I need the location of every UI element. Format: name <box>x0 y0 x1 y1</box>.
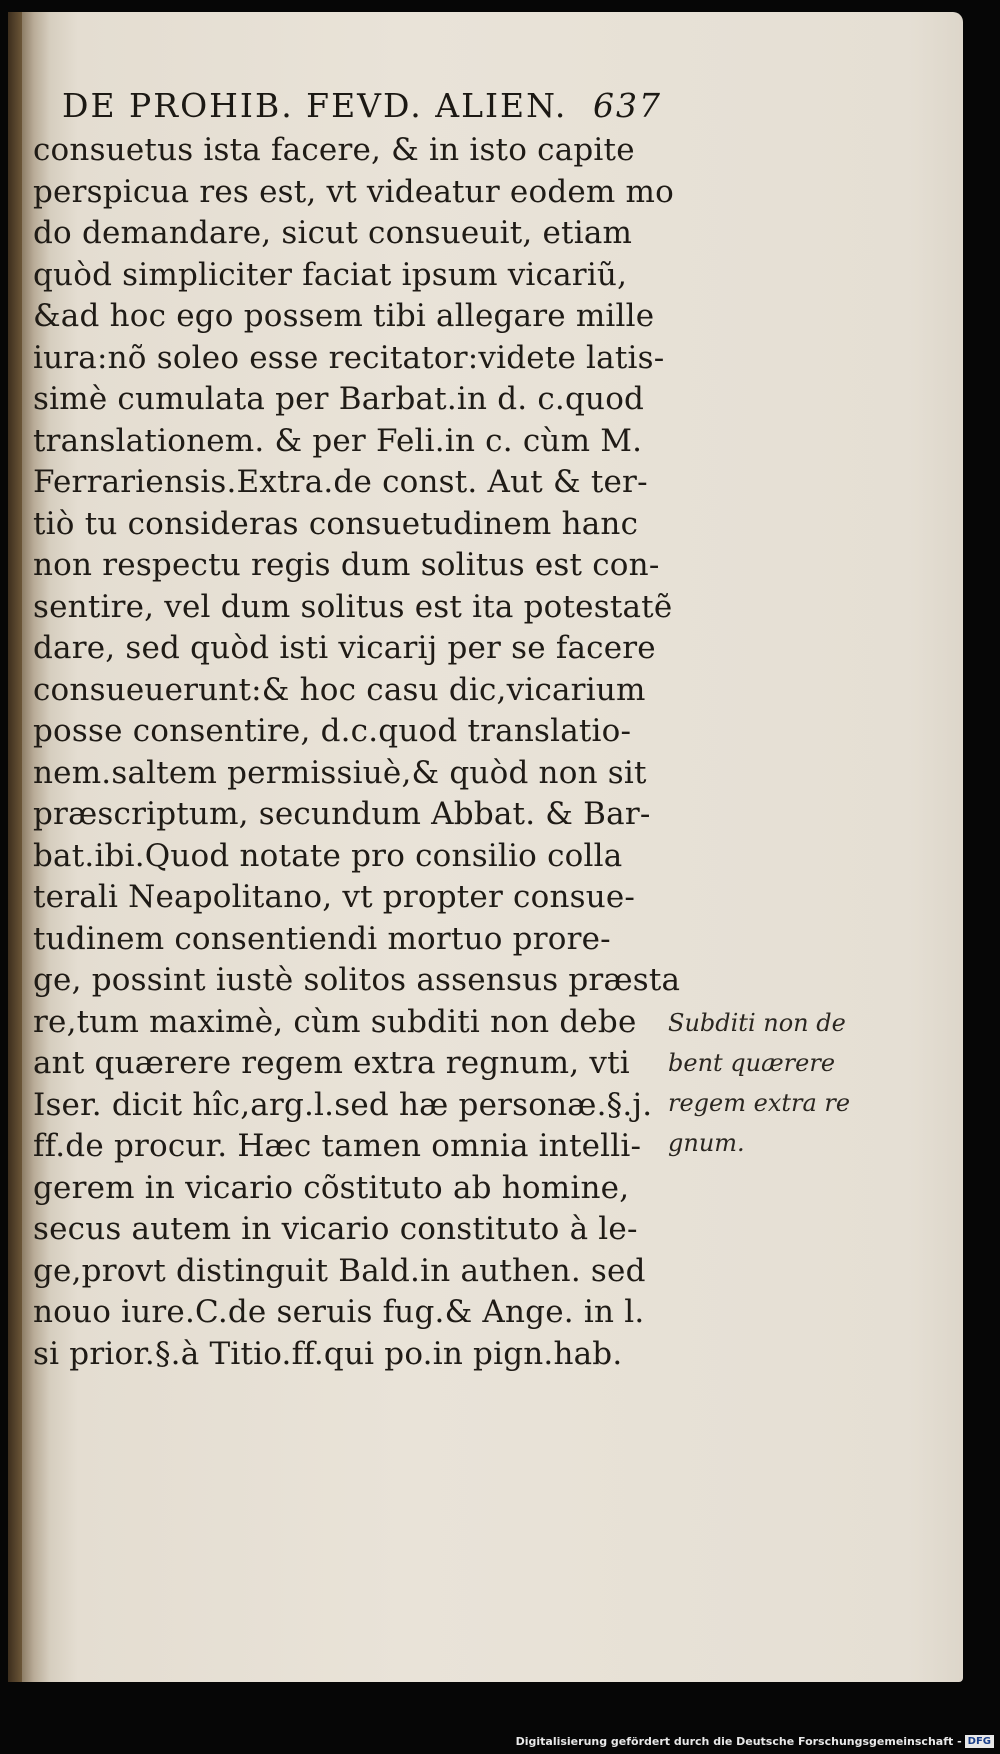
text-line: tudinem consentiendi mortuo prore- <box>33 920 611 957</box>
text-line: simè cumulata per Barbat.in d. c.quod <box>33 381 645 417</box>
text-line: quòd simpliciter faciat ipsum vicariũ, <box>33 256 628 293</box>
marginal-note-line: bent quærere <box>668 1049 836 1077</box>
text-line: re,tum maximè, cùm subditi non debe <box>33 1003 637 1040</box>
marginal-note-line: gnum. <box>668 1129 745 1157</box>
marginal-note-line: regem extra re <box>668 1089 851 1117</box>
text-line: consuetus ista facere, & in isto capite <box>33 132 635 168</box>
text-line: præscriptum, secundum Abbat. & Bar- <box>33 796 651 832</box>
text-line: iura:nõ soleo esse recitator:videte latis- <box>33 339 665 376</box>
text-line: do demandare, sicut consueuit, etiam <box>33 215 633 251</box>
text-line: ge,provt distinguit Bald.in authen. sed <box>33 1252 646 1289</box>
text-line: nem.saltem permissiuè,& quòd non sit <box>33 754 647 791</box>
page-number: 637 <box>593 86 662 125</box>
text-line: posse consentire, d.c.quod translatio- <box>33 713 632 749</box>
text-line: ant quærere regem extra regnum, vti <box>33 1045 630 1081</box>
text-line: si prior.§.à Titio.ff.qui po.in pign.hab. <box>33 1335 623 1372</box>
text-line: ge, possint iustè solitos assensus præsta <box>33 962 681 998</box>
text-line: translationem. & per Feli.in c. cùm M. <box>33 422 643 459</box>
text-line: bat.ibi.Quod notate pro consilio colla <box>33 837 623 874</box>
text-line: consueuerunt:& hoc casu dic,vicarium <box>33 671 646 708</box>
text-line: terali Neapolitano, vt propter consue- <box>33 879 636 915</box>
marginal-note <box>668 1003 868 1163</box>
digitization-credit: Digitalisierung gefördert durch die Deutsche Forschungsgemeinschaft - <box>515 1734 962 1748</box>
text-line: ff.de procur. Hæc tamen omnia intelli- <box>33 1128 642 1164</box>
text-line: secus autem in vicario constituto à le- <box>33 1211 638 1247</box>
dfg-logo: DFG <box>965 1735 994 1748</box>
text-line: non respectu regis dum solitus est con- <box>33 547 660 583</box>
text-line: sentire, vel dum solitus est ita potestatẽ <box>33 588 673 625</box>
binding-edge <box>8 12 22 1682</box>
marginal-note-line: Subditi non de <box>668 1009 846 1037</box>
running-head <box>62 86 662 134</box>
text-line: Iser. dicit hîc,arg.l.sed hæ personæ.§.j. <box>33 1086 653 1123</box>
text-line: gerem in vicario cõstituto ab homine, <box>33 1169 630 1206</box>
body-text <box>33 130 681 1375</box>
text-line: perspicua res est, vt videatur eodem mo <box>33 173 675 210</box>
running-head-title: DE PROHIB. FEVD. ALIEN. <box>62 86 568 125</box>
text-line: tiò tu consideras consuetudinem hanc <box>33 505 639 542</box>
text-line: nouo iure.C.de seruis fug.& Ange. in l. <box>33 1294 645 1330</box>
digitization-footer <box>516 1731 994 1751</box>
text-line: dare, sed quòd isti vicarij per se facere <box>33 630 656 666</box>
text-line: Ferrariensis.Extra.de const. Aut & ter- <box>33 464 648 500</box>
text-line: &ad hoc ego possem tibi allegare mille <box>33 298 655 334</box>
